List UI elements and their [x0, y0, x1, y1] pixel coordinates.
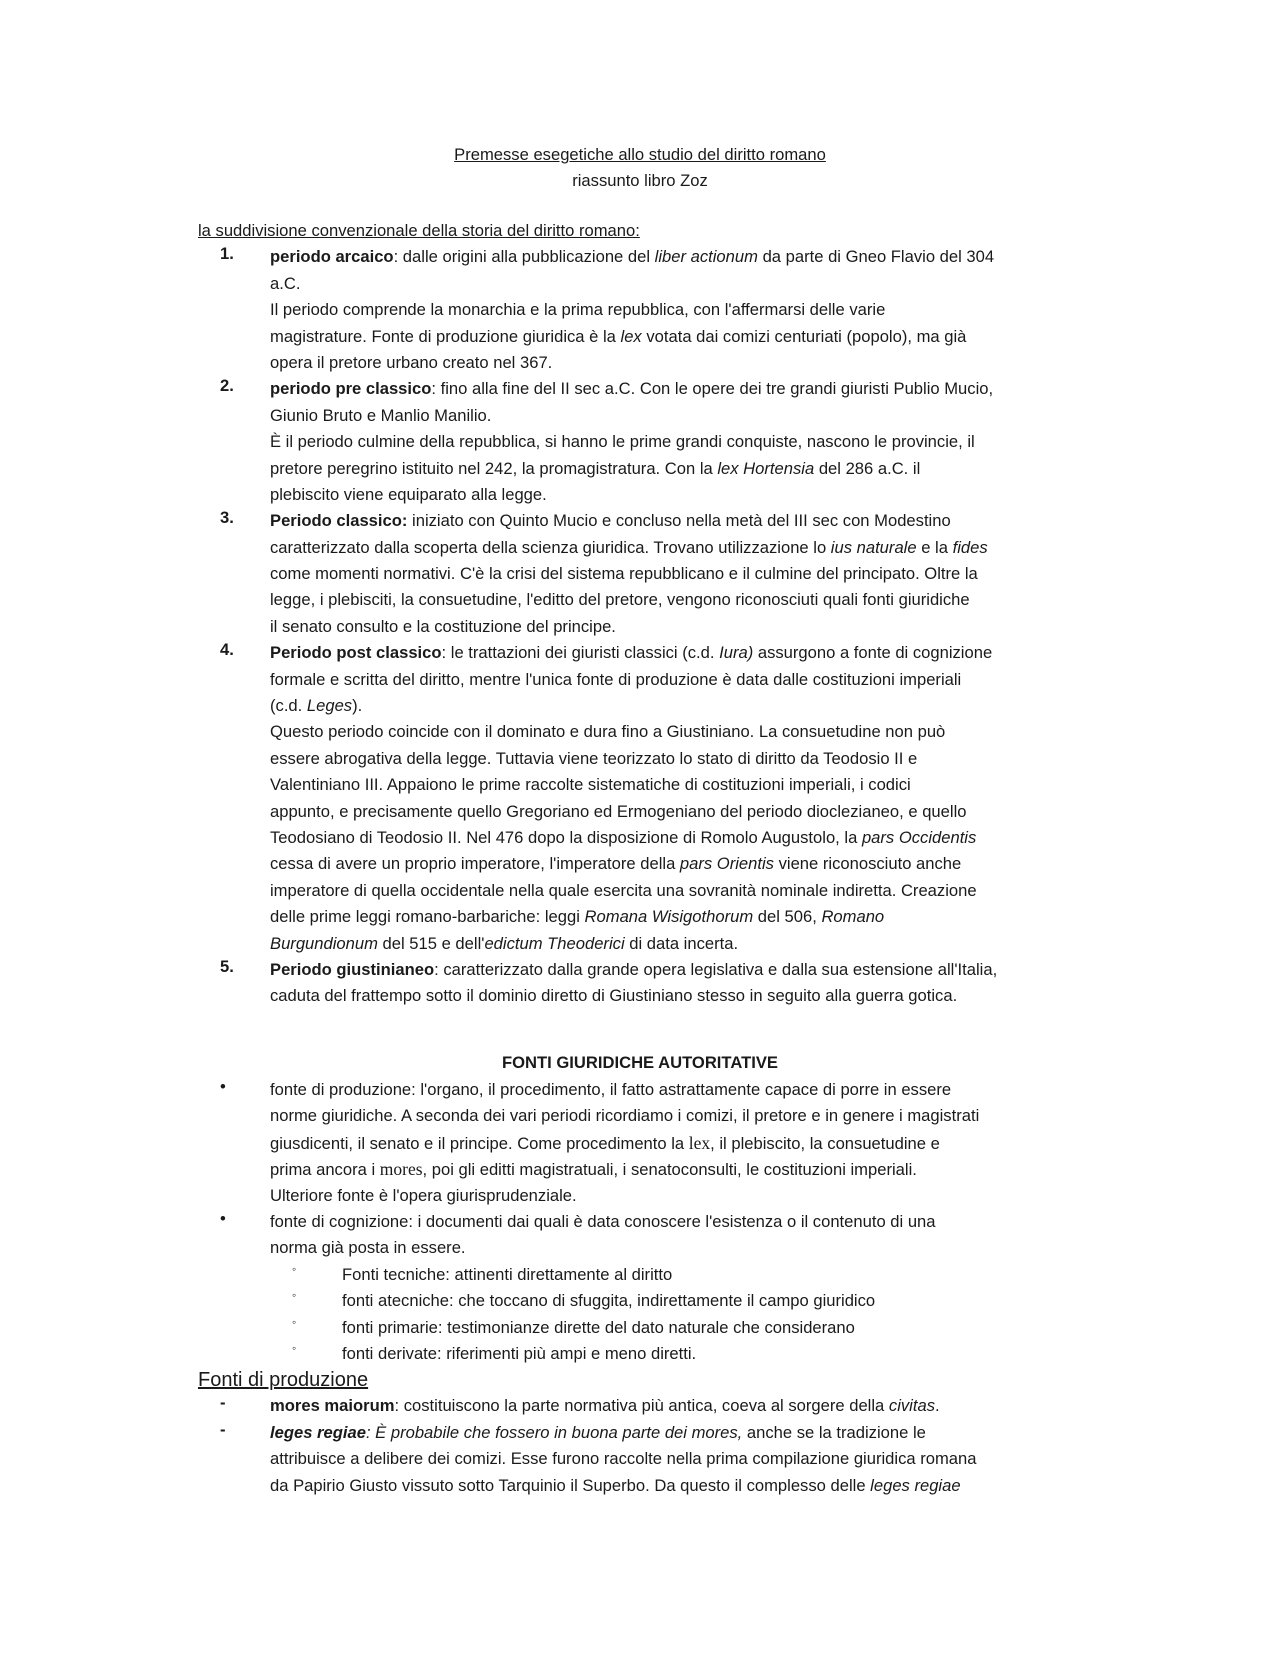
periods-heading: la suddivisione convenzionale della storia del diritto romano:: [198, 221, 640, 240]
item-number: 5.: [220, 956, 234, 976]
document-title: Premesse esegetiche allo studio del diritto romano: [454, 145, 826, 164]
bullet-marker: •: [220, 1077, 226, 1096]
document-subtitle: riassunto libro Zoz: [572, 171, 708, 190]
item-number: 3.: [220, 508, 234, 528]
subitem: ◦ fonti derivate: riferimenti più ampi e meno diretti.: [292, 1340, 697, 1363]
item-number: 1.: [220, 244, 234, 264]
period-item: 4. Periodo post classico: le trattazioni dei giuristi classici (c.d. Iura) assurgono a fonte di cognizione formale e scritta del diritto, mentre l'unica fonte di produzione è data dalle costituzioni imperiali (c.d. Leges). Questo periodo coincide con il dominato e dura fino a Giustiniano. La consuetudine non può essere abrogativa della legge. Tuttavia viene teorizzato lo stato di diritto da Teodosio II e Valentiniano III. Appaiono le prime raccolte sistematiche di costituzioni imperiali, i codici appunto, e precisamente quello Gregoriano ed Ermogeniano del periodo dioclezianeo, e quello Teodosiano di Teodosio II. Nel 476 dopo la disposizione di Romolo Augustolo, la pars Occidentis cessa di avere un proprio imperatore, l'imperatore della pars Orientis viene riconosciuto anche imperatore di quella occidentale nella quale esercita una sovranità nominale indiretta. Creazione delle prime leggi romano-barbariche: leggi Romana Wisigothorum del 506, Romano Burgundionum del 515 e dell'edictum Theoderici di data incerta.: [198, 640, 1098, 957]
produzione-heading: Fonti di produzione: [198, 1369, 369, 1391]
dash-marker: -: [220, 1419, 226, 1439]
period-item: 1. periodo arcaico: dalle origini alla pubblicazione del liber actionum da parte di Gneo Flavio del 304 a.C. Il periodo comprende la monarchia e la prima repubblica, con l'affermarsi delle varie magistrature. Fonte di produzione giuridica è la lex votata dai comizi centuriati (popolo), ma già opera il pretore urbano creato nel 367.: [198, 244, 1098, 376]
subitem: ◦ fonti primarie: testimonianze dirette del dato naturale che considerano: [292, 1314, 855, 1337]
periods-section: [198, 218, 1098, 1010]
period-item: 2. periodo pre classico: fino alla fine del II sec a.C. Con le opere dei tre grandi giuristi Publio Mucio, Giunio Bruto e Manlio Manilio. È il periodo culmine della repubblica, si hanno le prime grandi conquiste, nascono le provincie, il pretore peregrino istituito nel 242, la promagistratura. Con la lex Hortensia del 286 a.C. il plebiscito viene equiparato alla legge.: [198, 376, 1098, 508]
fonti-heading: FONTI GIURIDICHE AUTORITATIVE: [502, 1053, 778, 1072]
fonti-section: [198, 1077, 1098, 1367]
subitem-list: [198, 1262, 1098, 1368]
period-item: 5. Periodo giustinianeo: caratterizzato dalla grande opera legislativa e dalla sua estensione all'Italia, caduta del frattempo sotto il dominio diretto di Giustiniano stesso in seguito alla guerra gotica.: [198, 957, 1098, 1010]
period-item: 3. Periodo classico: iniziato con Quinto Mucio e concluso nella metà del III sec con Modestino caratterizzato dalla scoperta della scienza giuridica. Trovano utilizzazione lo ius naturale e la fides come momenti normativi. C'è la crisi del sistema repubblicano e il culmine del principato. Oltre la legge, i plebisciti, la consuetudine, l'editto del pretore, vengono riconosciuti quali fonti giuridiche il senato consulto e la costituzione del principe.: [198, 508, 1098, 640]
dash-item: - leges regiae: È probabile che fossero in buona parte dei mores, anche se la tradizione le attribuisce a delibere dei comizi. Esse furono raccolte nella prima compilazione giuridica romana da Papirio Giusto vissuto sotto Tarquinio il Superbo. Da questo il complesso delle leges regiae: [198, 1420, 1098, 1499]
bullet-item: • fonte di produzione: l'organo, il procedimento, il fatto astrattamente capace di porre in essere norme giuridiche. A seconda dei vari periodi ricordiamo i comizi, il pretore e in genere i magistrati giusdicenti, il senato e il principe. Come procedimento la lex, il plebiscito, la consuetudine e prima ancora i mores, poi gli editti magistratuali, i senatoconsulti, le costituzioni imperiali. Ulteriore fonte è l'opera giurisprudenziale.: [198, 1077, 1098, 1209]
produzione-section: [198, 1367, 1098, 1499]
subitem: ◦ fonti atecniche: che toccano di sfuggita, indirettamente il campo giuridico: [292, 1288, 876, 1311]
bullet-item: • fonte di cognizione: i documenti dai quali è data conoscere l'esistenza o il contenuto di una norma già posta in essere.: [198, 1209, 1098, 1262]
dash-marker: -: [220, 1393, 226, 1413]
dash-item: - mores maiorum: costituiscono la parte normativa più antica, coeva al sorgere della civitas.: [198, 1393, 1098, 1419]
bullet-marker: •: [220, 1208, 226, 1228]
item-number: 2.: [220, 376, 234, 396]
subitem: ◦ Fonti tecniche: attinenti direttamente al diritto: [292, 1261, 673, 1284]
item-number: 4.: [220, 640, 234, 660]
